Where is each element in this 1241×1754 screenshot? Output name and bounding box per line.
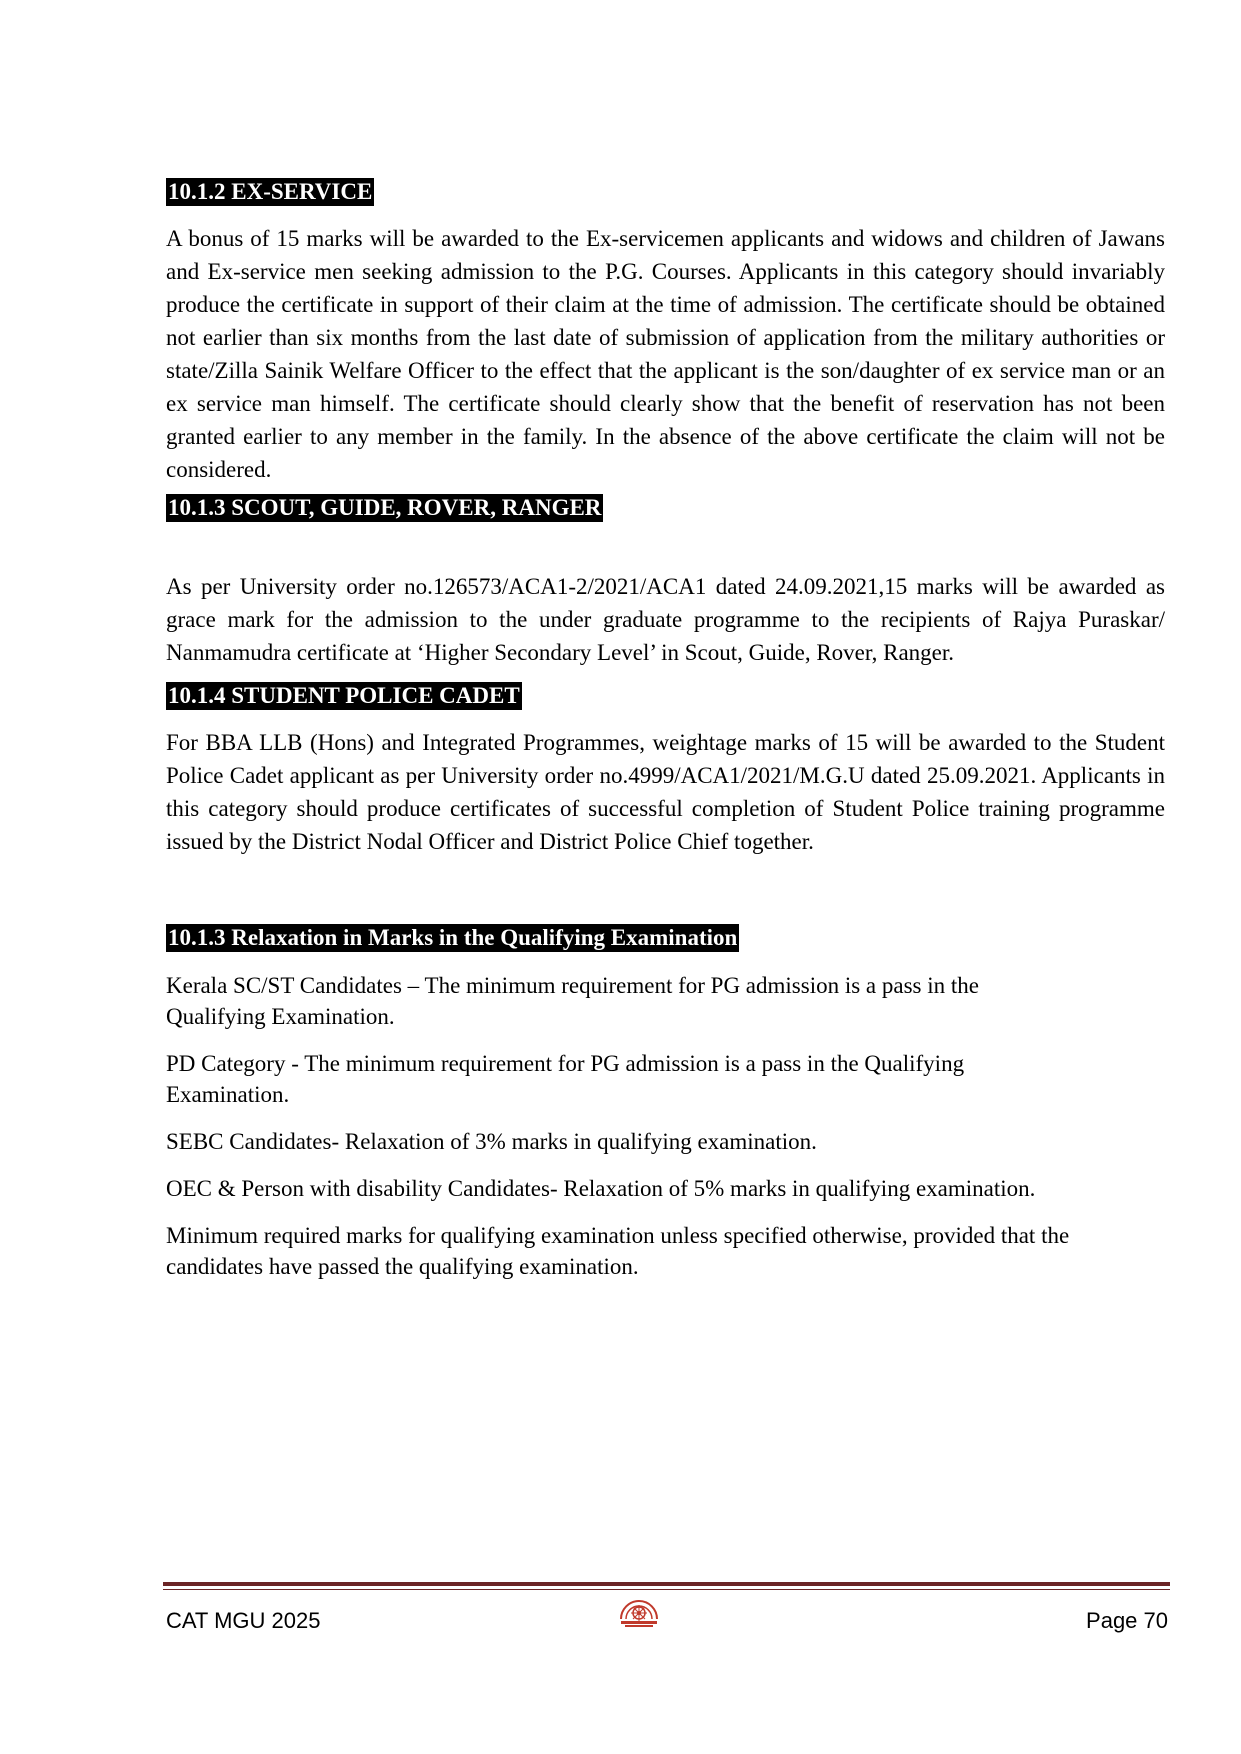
section-paragraph: For BBA LLB (Hons) and Integrated Programmes, weightage marks of 15 will be awarded to the Student Police Cadet applicant as per University order no.4999/ACA1/2021/M.G.U dated 25.09.2021. Applicants in this category should produce certificates of successful completion of Student Police training programme issued by the District Nodal Officer and District Police Chief together. xyxy=(166,730,1165,854)
relaxation-item: OEC & Person with disability Candidates- Relaxation of 5% marks in qualifying examination. xyxy=(166,1176,1036,1201)
page-content xyxy=(166,178,1166,1282)
university-emblem-icon xyxy=(617,1593,661,1629)
footer-rule xyxy=(163,1582,1170,1586)
relaxation-item: PD Category - The minimum requirement for PG admission is a pass in the Qualifying Examination. xyxy=(166,1051,965,1107)
relaxation-item: SEBC Candidates- Relaxation of 3% marks in qualifying examination. xyxy=(166,1129,817,1154)
section-heading-relaxation: 10.1.3 Relaxation in Marks in the Qualifying Examination xyxy=(168,925,738,950)
section-paragraph: As per University order no.126573/ACA1-2/2021/ACA1 dated 24.09.2021,15 marks will be awarded as grace mark for the admission to the under graduate programme to the recipients of Rajya Puraskar/ Nanmamudra certificate at ‘Higher Secondary Level’ in Scout, Guide, Rover, Ranger. xyxy=(166,574,1165,665)
relaxation-item: Kerala SC/ST Candidates – The minimum requirement for PG admission is a pass in the Qualifying Examination. xyxy=(166,973,979,1029)
relaxation-item: Minimum required marks for qualifying examination unless specified otherwise, provided that the candidates have passed the qualifying examination. xyxy=(166,1223,1070,1279)
section-paragraph: A bonus of 15 marks will be awarded to the Ex-servicemen applicants and widows and children of Jawans and Ex-service men seeking admission to the P.G. Courses. Applicants in this category should invariably produce the certificate in support of their claim at the time of admission. The certificate should be obtained not earlier than six months from the last date of submission of application from the military authorities or state/Zilla Sainik Welfare Officer to the effect that the applicant is the son/daughter of ex service man or an ex service man himself. The certificate should clearly show that the benefit of reservation has not been granted earlier to any member in the family. In the absence of the above certificate the claim will not be considered. xyxy=(166,226,1165,482)
page-number: Page 70 xyxy=(1086,1608,1168,1633)
footer-title: CAT MGU 2025 xyxy=(166,1608,321,1633)
section-heading-student-police-cadet: 10.1.4 STUDENT POLICE CADET xyxy=(168,683,520,708)
footer-rule-thin xyxy=(163,1589,1170,1590)
section-heading-scout-guide: 10.1.3 SCOUT, GUIDE, ROVER, RANGER xyxy=(168,495,602,520)
section-heading-ex-service: 10.1.2 EX-SERVICE xyxy=(168,179,373,204)
